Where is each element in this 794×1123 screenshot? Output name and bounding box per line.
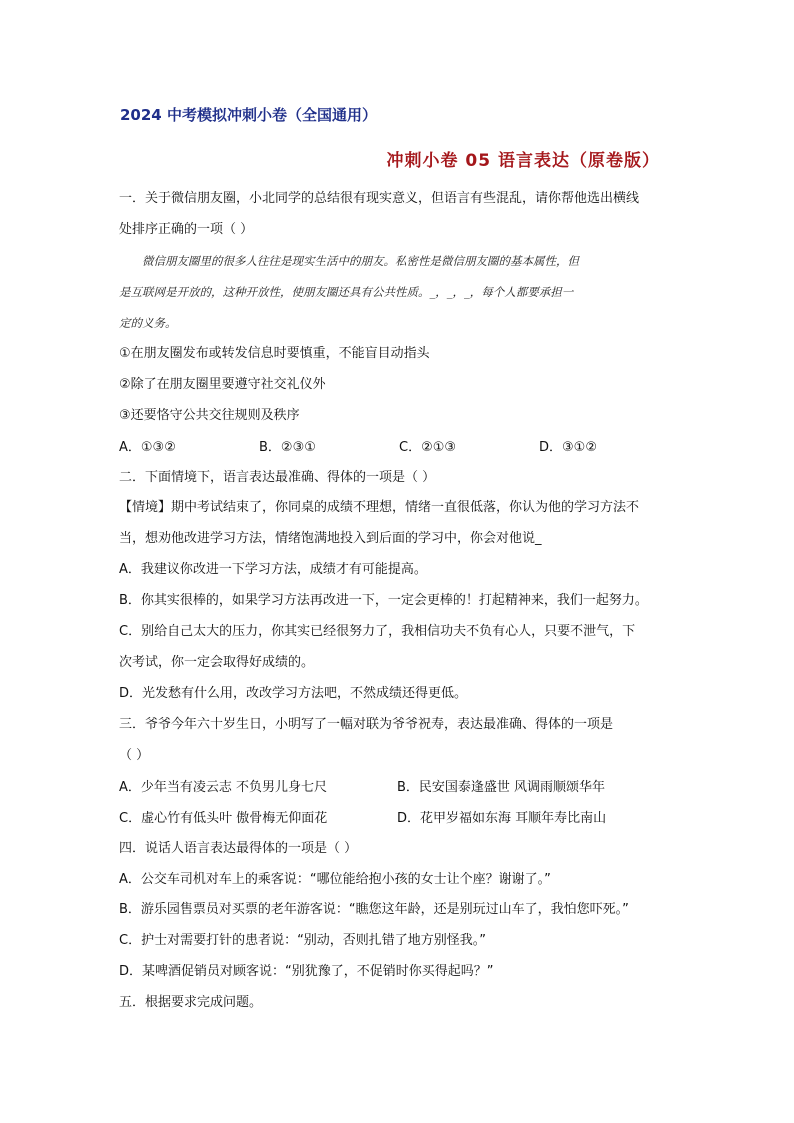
question-stem: 二．下面情境下，语言表达最准确、得体的一项是（ ） xyxy=(119,469,436,485)
context-text: 当，想劝他改进学习方法，情绪饱满地投入到后面的学习中，你会对他说_ xyxy=(119,531,542,547)
option-d[interactable]: D．某啤酒促销员对顾客说：“别犹豫了，不促销时你买得起吗？” xyxy=(119,964,494,980)
option-d[interactable]: D．光发愁有什么用，改改学习方法吧，不然成绩还得更低。 xyxy=(119,685,468,701)
question-stem: 处排序正确的一项（ ） xyxy=(119,221,254,237)
question-3 xyxy=(119,710,679,834)
answer-options xyxy=(119,432,679,463)
sentence-item: ②除了在朋友圈里要遵守社交礼仪外 xyxy=(119,376,326,392)
questions xyxy=(119,184,679,1019)
question-4 xyxy=(119,834,679,989)
option-d[interactable]: D．花甲岁福如东海 耳顺年寿比南山 xyxy=(397,810,607,826)
option-b[interactable]: B．游乐园售票员对买票的老年游客说：“瞧您这年龄，还是别玩过山车了，我怕您吓死。” xyxy=(119,902,629,918)
question-stem: 五．根据要求完成问题。 xyxy=(119,995,263,1011)
reading-passage: 定的义务。 xyxy=(119,315,177,330)
answer-options-row xyxy=(119,772,679,803)
reading-passage: 是互联网是开放的，这种开放性，使朋友圈还具有公共性质。_，_，_，每个人都要承担一 xyxy=(119,284,574,299)
option-b[interactable]: B．你其实很棒的，如果学习方法再改进一下，一定会更棒的！打起精神来，我们一起努力。 xyxy=(119,593,648,609)
reading-passage: 微信朋友圈里的很多人往往是现实生活中的朋友。私密性是微信朋友圈的基本属性，但 xyxy=(142,253,579,268)
option-b[interactable]: B．民安国泰逢盛世 风调雨顺颂华年 xyxy=(397,779,606,795)
option-a[interactable]: A．少年当有凌云志 不负男儿身七尺 xyxy=(119,779,328,795)
option-d[interactable]: D．③①② xyxy=(539,439,597,455)
option-c[interactable]: C．别给自己太大的压力，你其实已经很努力了，我相信功夫不负有心人，只要不泄气，下 xyxy=(119,624,636,640)
question-stem: 四．说话人语言表达最得体的一项是（ ） xyxy=(119,840,358,856)
question-2 xyxy=(119,463,679,710)
option-a[interactable]: A．我建议你改进一下学习方法，成绩才有可能提高。 xyxy=(119,562,427,578)
question-stem: （ ） xyxy=(119,747,150,763)
option-c-continued[interactable]: 次考试，你一定会取得好成绩的。 xyxy=(119,654,315,670)
question-stem: 三．爷爷今年六十岁生日，小明写了一幅对联为爷爷祝寿，表达最准确、得体的一项是 xyxy=(119,716,614,732)
option-c[interactable]: C．虚心竹有低头叶 傲骨梅无仰面花 xyxy=(119,810,328,826)
question-1 xyxy=(119,184,679,463)
answer-options-row xyxy=(119,803,679,834)
sentence-item: ③还要恪守公共交往规则及秩序 xyxy=(119,407,300,423)
sentence-item: ①在朋友圈发布或转发信息时要慎重，不能盲目动指头 xyxy=(119,345,430,361)
context-text: 【情境】期中考试结束了，你同桌的成绩不理想，情绪一直很低落，你认为他的学习方法不 xyxy=(119,500,640,516)
question-5 xyxy=(119,988,679,1019)
option-c[interactable]: C．护士对需要打针的患者说：“别动，否则扎错了地方别怪我。” xyxy=(119,933,487,949)
series-title: 2024 中考模拟冲刺小卷（全国通用） xyxy=(120,106,377,124)
question-stem: 一．关于微信朋友圈，小北同学的总结很有现实意义，但语言有些混乱，请你帮他选出横线 xyxy=(119,191,640,206)
paper-title: 冲刺小卷 05 语言表达（原卷版） xyxy=(386,151,660,171)
option-a[interactable]: A．公交车司机对车上的乘客说：“哪位能给抱小孩的女士让个座？谢谢了。” xyxy=(119,871,551,887)
option-b[interactable]: B．②③① xyxy=(259,439,316,455)
option-a[interactable]: A．①③② xyxy=(119,439,176,455)
option-c[interactable]: C．②①③ xyxy=(399,439,457,455)
